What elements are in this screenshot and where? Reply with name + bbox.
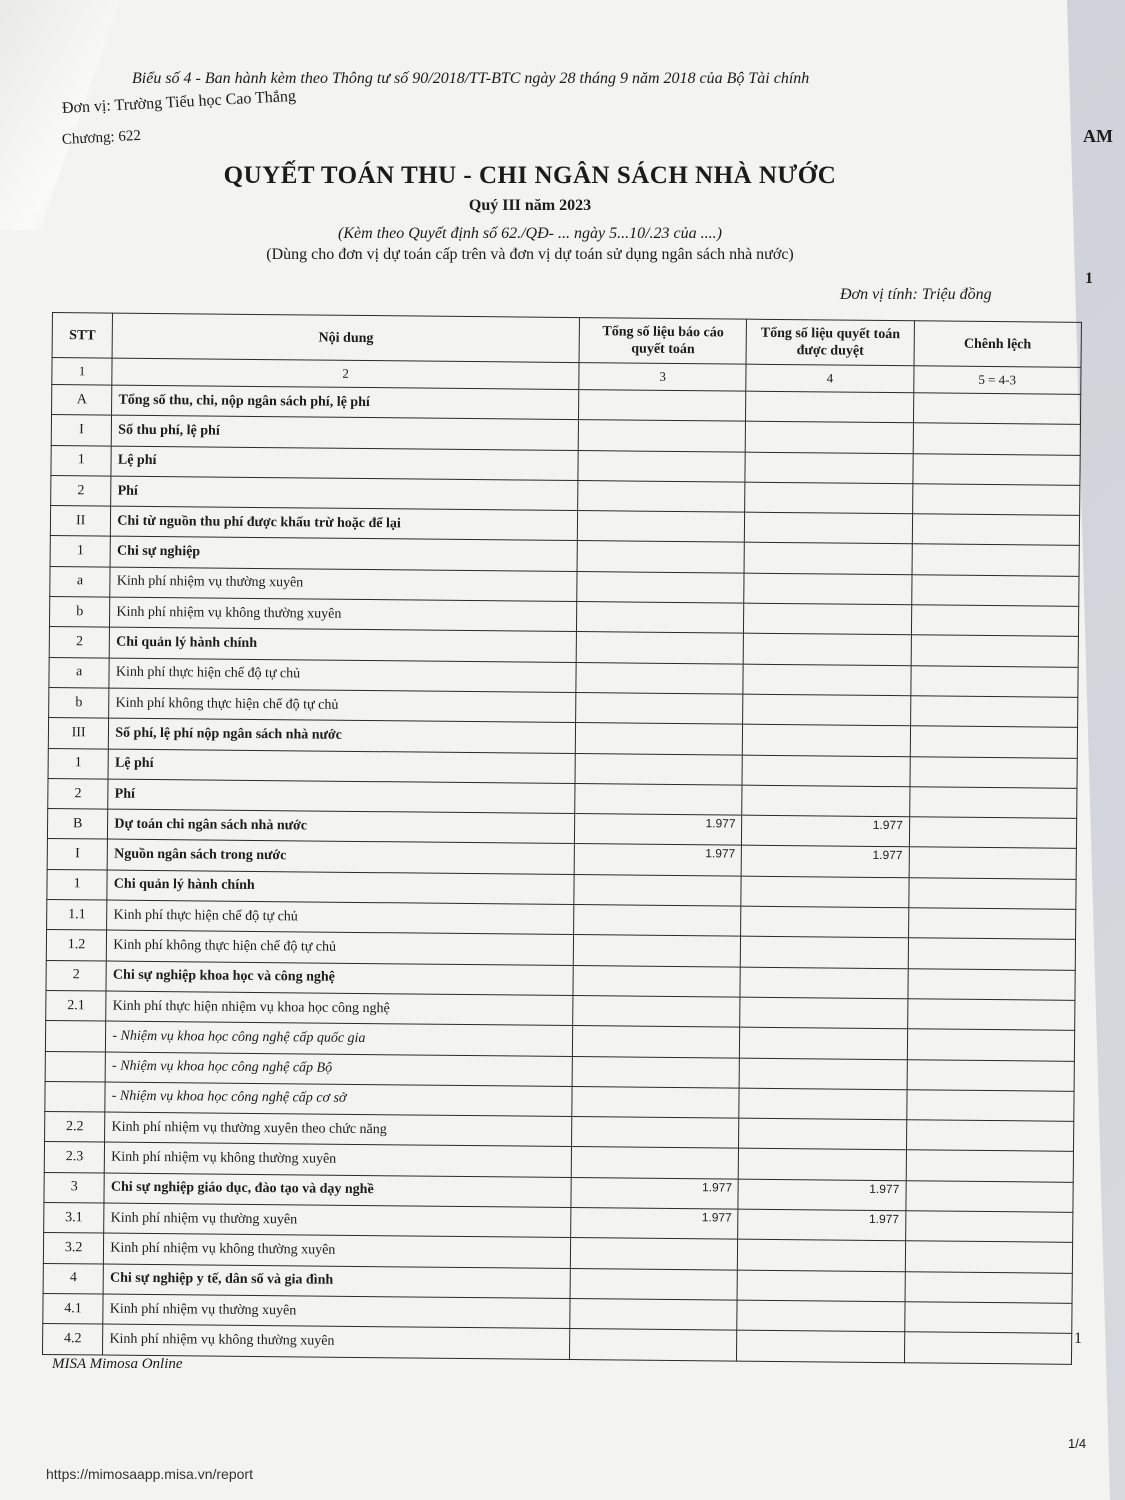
- header-stt: STT: [52, 313, 113, 359]
- row-stt: 2.1: [46, 990, 107, 1021]
- row-stt: 2.3: [44, 1142, 105, 1173]
- row-stt: 3.1: [44, 1202, 105, 1233]
- row-reported-total: [577, 602, 745, 634]
- row-difference: [909, 787, 1077, 819]
- row-difference: [910, 696, 1078, 728]
- footer-brand: MISA Mimosa Online: [52, 1356, 183, 1372]
- row-difference: [907, 999, 1075, 1031]
- row-reported-total: [571, 1238, 739, 1270]
- row-content: - Nhiệm vụ khoa học công nghệ cấp cơ sở: [105, 1082, 572, 1117]
- row-stt: 1: [50, 536, 111, 567]
- row-approved-total: 1.977: [738, 1209, 906, 1241]
- row-approved-total: [746, 421, 914, 453]
- row-difference: [912, 544, 1080, 576]
- row-content: Chi sự nghiệp y tế, dân số và gia đình: [103, 1264, 570, 1299]
- row-content: Kinh phí không thực hiện chế độ tự chủ: [107, 930, 574, 965]
- row-content: Chi sự nghiệp khoa học và công nghệ: [106, 961, 573, 996]
- row-reported-total: [572, 1117, 740, 1149]
- row-stt: I: [51, 415, 112, 446]
- row-content: Nguồn ngân sách trong nước: [107, 840, 574, 875]
- row-approved-total: [744, 543, 912, 575]
- row-stt: a: [49, 657, 110, 688]
- chapter-line: Chương: 622: [61, 127, 142, 148]
- row-difference: [910, 726, 1078, 758]
- row-content: Kinh phí nhiệm vụ thường xuyên: [104, 1203, 571, 1238]
- row-content: Kinh phí thực hiện chế độ tự chủ: [109, 658, 576, 693]
- row-difference: [909, 817, 1077, 849]
- row-difference: [912, 484, 1080, 516]
- header-approved-total: Tổng số liệu quyết toán được duyệt: [746, 319, 914, 366]
- row-content: Phí: [108, 779, 575, 814]
- row-content: Số phí, lệ phí nộp ngân sách nhà nước: [109, 718, 576, 753]
- row-difference: [906, 1150, 1074, 1182]
- row-stt: 2: [51, 475, 112, 506]
- row-stt: 1.1: [47, 900, 108, 931]
- row-stt: a: [50, 566, 111, 597]
- corner-am: AM: [1083, 126, 1113, 146]
- row-difference: [907, 1029, 1075, 1061]
- row-stt: 4.1: [43, 1293, 104, 1324]
- row-approved-total: [745, 452, 913, 484]
- row-difference: [911, 575, 1079, 607]
- row-difference: [905, 1241, 1073, 1273]
- row-difference: [910, 756, 1078, 788]
- row-approved-total: [740, 1027, 908, 1059]
- row-stt: I: [47, 839, 108, 870]
- document-title: QUYẾT TOÁN THU - CHI NGÂN SÁCH NHÀ NƯỚC: [223, 162, 837, 189]
- row-stt: b: [49, 597, 110, 628]
- row-approved-total: 1.977: [742, 846, 910, 878]
- page-count: 1/4: [1068, 1436, 1087, 1451]
- index-cell: 3: [579, 363, 747, 392]
- row-reported-total: [575, 783, 743, 815]
- row-approved-total: [740, 967, 908, 999]
- row-content: Kinh phí nhiệm vụ không thường xuyên: [104, 1233, 571, 1268]
- row-content: Kinh phí thực hiện chế độ tự chủ: [107, 900, 574, 935]
- row-approved-total: [740, 997, 908, 1029]
- row-reported-total: [575, 753, 743, 785]
- corner-mark: 1: [1085, 270, 1093, 287]
- row-approved-total: [741, 906, 909, 938]
- row-difference: [911, 665, 1079, 697]
- row-difference: [911, 635, 1079, 667]
- row-difference: [908, 908, 1076, 940]
- row-content: Số thu phí, lệ phí: [112, 415, 579, 450]
- row-stt: [45, 1051, 106, 1082]
- row-stt: 1.2: [46, 930, 107, 961]
- index-cell: 4: [746, 364, 914, 393]
- row-reported-total: [578, 480, 746, 512]
- index-cell: 5 = 4-3: [913, 366, 1081, 395]
- row-reported-total: [577, 571, 745, 603]
- row-content: Tổng số thu, chi, nộp ngân sách phí, lệ phí: [112, 385, 579, 420]
- row-content: Chi quản lý hành chính: [110, 627, 577, 662]
- row-difference: [908, 968, 1076, 1000]
- row-stt: 2: [48, 778, 109, 809]
- row-approved-total: [739, 1149, 907, 1181]
- unit-line: Đơn vị: Trường Tiểu học Cao Thắng: [61, 87, 297, 117]
- row-reported-total: [573, 995, 741, 1027]
- row-stt: b: [49, 687, 110, 718]
- row-content: Kinh phí nhiệm vụ thường xuyên: [103, 1294, 570, 1329]
- row-content: - Nhiệm vụ khoa học công nghệ cấp Bộ: [105, 1052, 572, 1087]
- row-stt: 1: [48, 748, 109, 779]
- row-reported-total: [578, 450, 746, 482]
- row-approved-total: [746, 391, 914, 423]
- row-approved-total: [743, 694, 911, 726]
- row-content: Lệ phí: [108, 749, 575, 784]
- report-url: https://mimosaapp.misa.vn/report: [46, 1466, 253, 1482]
- row-difference: [906, 1120, 1074, 1152]
- index-cell: 1: [52, 358, 113, 386]
- row-approved-total: 1.977: [738, 1179, 906, 1211]
- row-stt: A: [52, 385, 113, 416]
- row-reported-total: 1.977: [571, 1177, 739, 1209]
- row-difference: [912, 514, 1080, 546]
- row-content: Lệ phí: [111, 446, 578, 481]
- row-difference: [911, 605, 1079, 637]
- row-difference: [909, 878, 1077, 910]
- row-reported-total: [575, 723, 743, 755]
- row-reported-total: [570, 1268, 738, 1300]
- header-difference: Chênh lệch: [914, 321, 1082, 368]
- row-reported-total: [573, 935, 741, 967]
- report-table: [42, 312, 1082, 1364]
- row-difference: [906, 1090, 1074, 1122]
- row-approved-total: [743, 664, 911, 696]
- row-difference: [908, 938, 1076, 970]
- row-reported-total: 1.977: [575, 814, 743, 846]
- row-content: Kinh phí không thực hiện chế độ tự chủ: [109, 688, 576, 723]
- row-reported-total: 1.977: [574, 844, 742, 876]
- row-content: - Nhiệm vụ khoa học công nghệ cấp quốc gia: [106, 1021, 573, 1056]
- row-approved-total: 1.977: [742, 815, 910, 847]
- row-stt: 2: [49, 627, 110, 658]
- row-content: Kinh phí thực hiện nhiệm vụ khoa học công nghệ: [106, 991, 573, 1026]
- row-approved-total: [745, 482, 913, 514]
- row-content: Dự toán chi ngân sách nhà nước: [108, 809, 575, 844]
- row-approved-total: [741, 876, 909, 908]
- row-reported-total: [573, 965, 741, 997]
- row-reported-total: [571, 1147, 739, 1179]
- row-stt: 2: [46, 960, 107, 991]
- row-reported-total: [572, 1086, 740, 1118]
- document-quarter: Quý III năm 2023: [468, 197, 592, 214]
- row-reported-total: [573, 1026, 741, 1058]
- usage-line: (Dùng cho đơn vị dự toán cấp trên và đơn vị dự toán sử dụng ngân sách nhà nước): [266, 246, 794, 263]
- row-content: Chi sự nghiệp: [110, 537, 577, 572]
- row-reported-total: [576, 662, 744, 694]
- row-approved-total: [741, 936, 909, 968]
- row-approved-total: [742, 755, 910, 787]
- row-reported-total: [578, 511, 746, 543]
- row-stt: [45, 1081, 106, 1112]
- row-approved-total: [738, 1239, 906, 1271]
- row-reported-total: [577, 541, 745, 573]
- row-content: Kinh phí nhiệm vụ thường xuyên theo chức năng: [105, 1112, 572, 1147]
- row-stt: 1: [47, 869, 108, 900]
- row-approved-total: [742, 785, 910, 817]
- row-difference: [909, 847, 1077, 879]
- row-difference: [905, 1211, 1073, 1243]
- row-content: Kinh phí nhiệm vụ không thường xuyên: [105, 1142, 572, 1177]
- row-difference: [906, 1180, 1074, 1212]
- decision-line: (Kèm theo Quyết định số 62./QĐ- ... ngày 5...10/.23 của ....): [338, 225, 722, 242]
- row-difference: [904, 1302, 1072, 1334]
- row-reported-total: [576, 632, 744, 664]
- page-number: 1: [1074, 1330, 1082, 1347]
- row-content: Chi quản lý hành chính: [107, 870, 574, 905]
- row-approved-total: [739, 1118, 907, 1150]
- row-stt: 3: [44, 1172, 105, 1203]
- row-reported-total: [576, 693, 744, 725]
- row-difference: [913, 423, 1081, 455]
- row-reported-total: [579, 390, 747, 422]
- row-reported-total: [578, 420, 746, 452]
- index-cell: 2: [112, 358, 579, 389]
- row-reported-total: [570, 1329, 738, 1361]
- row-reported-total: 1.977: [571, 1208, 739, 1240]
- row-stt: III: [48, 718, 109, 749]
- row-approved-total: [744, 573, 912, 605]
- row-difference: [913, 393, 1081, 425]
- row-approved-total: [739, 1088, 907, 1120]
- row-content: Kinh phí nhiệm vụ không thường xuyên: [110, 597, 577, 632]
- row-reported-total: [574, 874, 742, 906]
- header-reported-total: Tổng số liệu báo cáo quyết toán: [579, 318, 747, 365]
- row-content: Kinh phí nhiệm vụ không thường xuyên: [103, 1324, 570, 1359]
- row-reported-total: [574, 905, 742, 937]
- row-approved-total: [744, 603, 912, 635]
- row-stt: II: [50, 506, 111, 537]
- row-approved-total: [740, 1058, 908, 1090]
- row-content: Chi từ nguồn thu phí được khấu trừ hoặc để lại: [111, 506, 578, 541]
- row-approved-total: [743, 724, 911, 756]
- row-approved-total: [737, 1300, 905, 1332]
- row-reported-total: [570, 1298, 738, 1330]
- row-content: Phí: [111, 476, 578, 511]
- row-stt: [45, 1021, 106, 1052]
- row-approved-total: [737, 1270, 905, 1302]
- row-content: Chi sự nghiệp giáo dục, đào tạo và dạy nghề: [104, 1173, 571, 1208]
- row-stt: 4: [43, 1263, 104, 1294]
- header-content: Nội dung: [112, 313, 579, 362]
- row-difference: [904, 1332, 1072, 1364]
- header-line: Biểu số 4 - Ban hành kèm theo Thông tư số 90/2018/TT-BTC ngày 28 tháng 9 năm 2018 của Bộ Tài chính: [132, 70, 810, 87]
- row-approved-total: [745, 512, 913, 544]
- row-difference: [905, 1271, 1073, 1303]
- row-reported-total: [572, 1056, 740, 1088]
- currency-unit: Đơn vị tính: Triệu đồng: [840, 286, 992, 303]
- row-stt: 2.2: [45, 1112, 106, 1143]
- row-difference: [913, 453, 1081, 485]
- row-approved-total: [737, 1330, 905, 1362]
- row-stt: 1: [51, 445, 112, 476]
- row-stt: 4.2: [42, 1324, 103, 1355]
- row-content: Kinh phí nhiệm vụ thường xuyên: [110, 567, 577, 602]
- row-approved-total: [744, 634, 912, 666]
- row-stt: B: [47, 809, 108, 840]
- row-difference: [907, 1059, 1075, 1091]
- row-stt: 3.2: [43, 1233, 104, 1264]
